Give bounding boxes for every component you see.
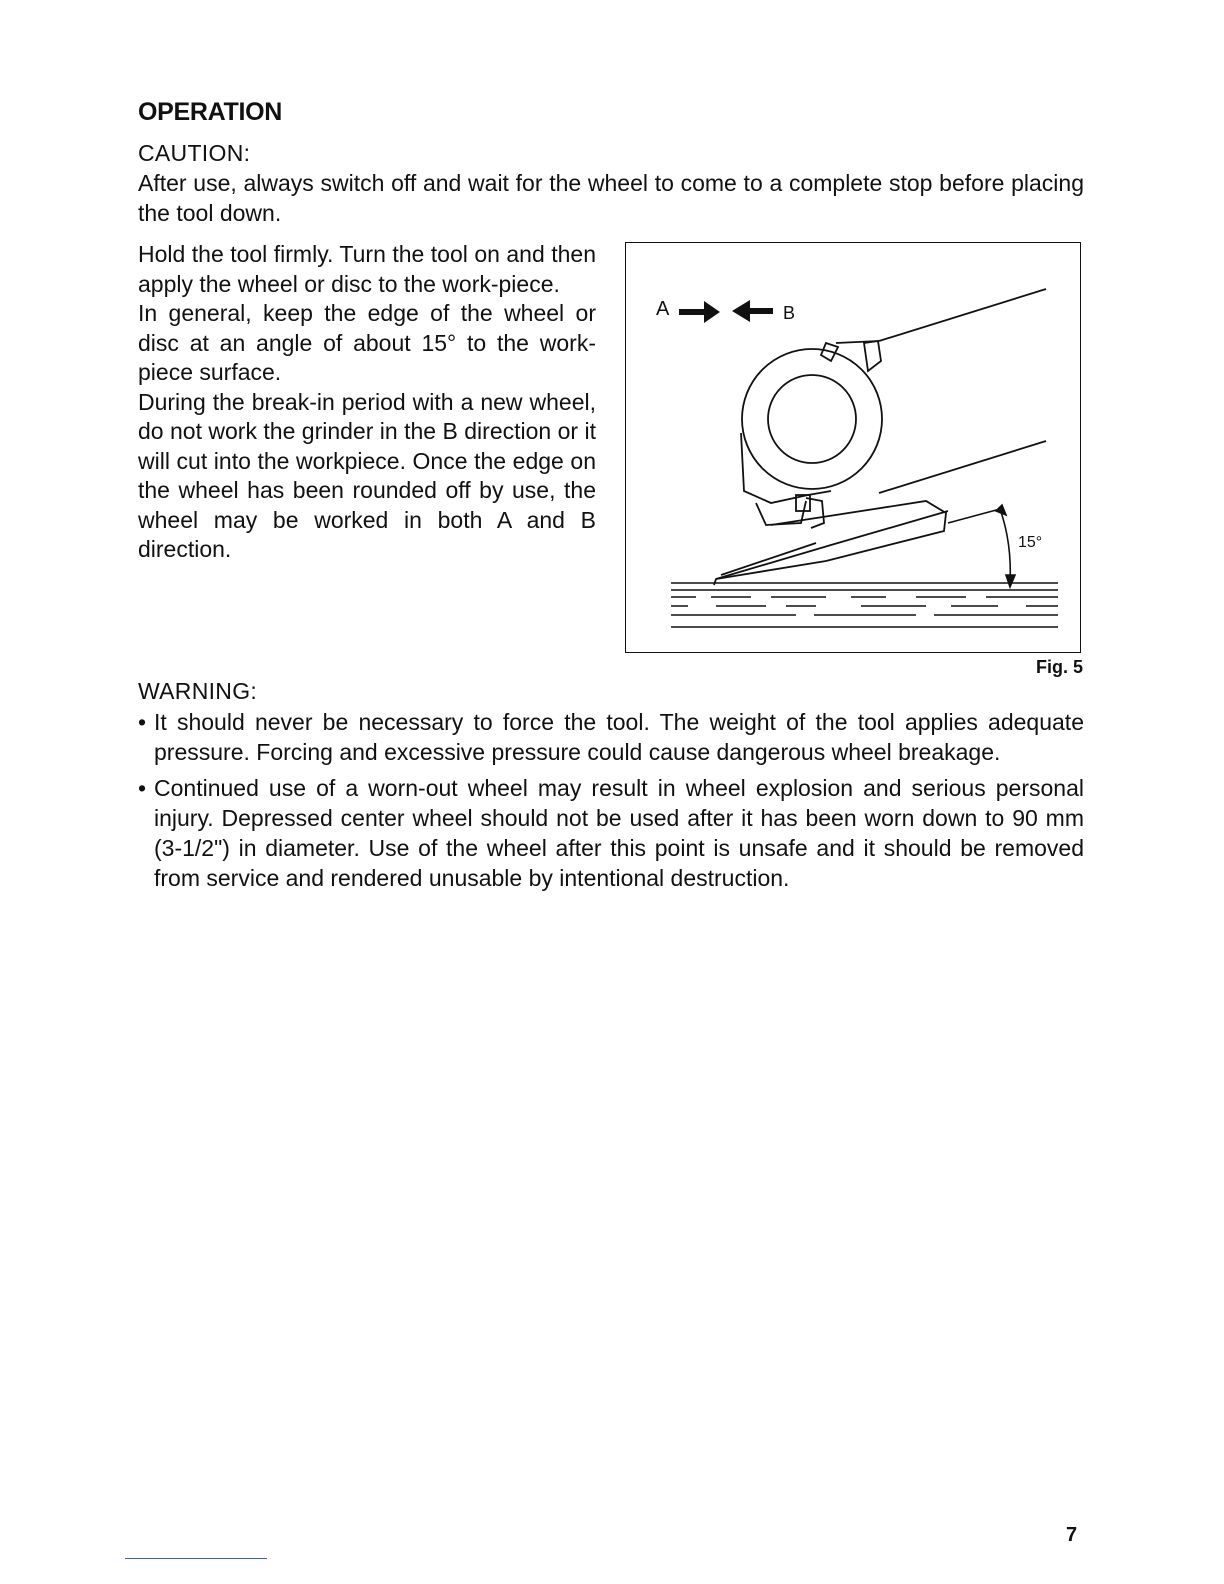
angle-indicator xyxy=(948,505,1015,587)
figure-5 xyxy=(625,242,1081,653)
grinder-body xyxy=(714,289,1046,585)
arrow-right-icon xyxy=(679,301,720,323)
page-title: OPERATION xyxy=(138,98,283,126)
footer-rule xyxy=(125,1558,267,1559)
workpiece-surface xyxy=(671,583,1058,627)
instruction-text xyxy=(138,240,596,565)
arrow-left-icon xyxy=(732,300,773,322)
warning-list xyxy=(138,707,1084,899)
caution-text: After use, always switch off and wait for the wheel to come to a complete stop before placing the tool down. xyxy=(138,170,1084,226)
warning-item-text: Continued use of a worn-out wheel may result in wheel explosion and serious personal injury. Depressed center wheel should not be used after it has been worn down to 90 mm (3-1/2") in diameter. Use of the wheel after this point is unsafe and it should be removed from service and rendered unusable by intentional destruction. xyxy=(154,775,1084,891)
grinder-illustration xyxy=(626,243,1082,654)
warning-item xyxy=(138,707,1084,767)
instruction-paragraph: During the break-in period with a new wheel, do not work the grinder in the B direction or it will cut into the workpiece. Once the edge on the wheel has been rounded off by use, the wheel may be worked in both A and B direction. xyxy=(138,388,596,562)
page-number: 7 xyxy=(1066,1524,1078,1546)
label-b: B xyxy=(783,303,796,323)
label-a: A xyxy=(656,298,670,320)
angle-label: 15° xyxy=(1018,534,1043,551)
warning-item-text: It should never be necessary to force the tool. The weight of the tool applies adequate pressure. Forcing and excessive pressure could cause dangerous wheel breakage. xyxy=(154,709,1084,765)
caution-label: CAUTION: xyxy=(138,140,251,166)
instruction-paragraph: In general, keep the edge of the wheel or disc at an angle of about 15° to the work-piece surface. xyxy=(138,300,596,385)
instruction-paragraph: Hold the tool firmly. Turn the tool on and then apply the wheel or disc to the work-piece. xyxy=(138,241,596,297)
warning-item xyxy=(138,773,1084,893)
figure-caption: Fig. 5 xyxy=(1035,657,1083,677)
bullet-icon: • xyxy=(138,709,147,735)
warning-label: WARNING: xyxy=(138,678,258,704)
bullet-icon: • xyxy=(138,775,147,801)
